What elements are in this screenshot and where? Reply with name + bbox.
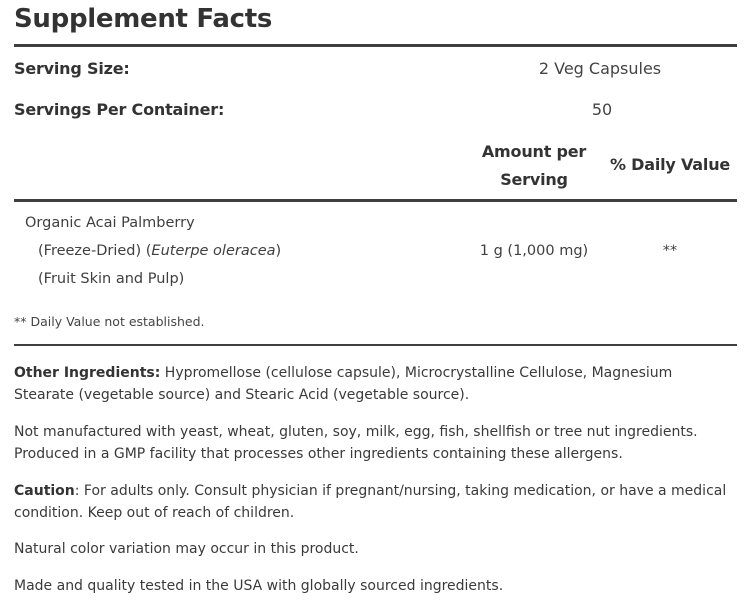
header-divider bbox=[14, 199, 737, 202]
servings-per-container-label: Servings Per Container: bbox=[14, 100, 225, 119]
color-variation-note: Natural color variation may occur in this product. bbox=[14, 541, 359, 557]
servings-per-container-value: 50 bbox=[591, 100, 613, 119]
serving-size-value: 2 Veg Capsules bbox=[538, 59, 662, 78]
page-title: Supplement Facts bbox=[14, 4, 273, 34]
serving-size-label: Serving Size: bbox=[14, 59, 130, 78]
amount-header-line1: Amount per bbox=[481, 142, 587, 161]
ingredient-form: (Freeze-Dried) ( bbox=[38, 243, 152, 259]
other-ingredients-label: Other Ingredients: bbox=[14, 365, 161, 381]
daily-value-header: % Daily Value bbox=[609, 155, 731, 174]
other-ingredients-text: Hypromellose (cellulose capsule), Microcrystalline Cellulose, Magnesium Stearate (vegetable source) and Stearic Acid (vegetable source). bbox=[14, 365, 673, 403]
caution-label: Caution bbox=[14, 483, 75, 499]
ingredient-daily-value: ** bbox=[662, 243, 678, 259]
ingredient-botanical-name: Euterpe oleracea bbox=[151, 243, 276, 259]
ingredient-form-close: ) bbox=[275, 243, 282, 259]
amount-header-line2: Serving bbox=[500, 170, 568, 189]
amount-per-serving-header bbox=[470, 138, 598, 194]
allergen-statement: Not manufactured with yeast, wheat, gluten, soy, milk, egg, fish, shellfish or tree nut ingredients. Produced in a GMP facility that processes other ingredients containing these allergens. bbox=[14, 424, 698, 462]
ingredient-name-line3: (Fruit Skin and Pulp) bbox=[38, 271, 185, 287]
daily-value-footnote: ** Daily Value not established. bbox=[14, 314, 205, 329]
caution-text: : For adults only. Consult physician if pregnant/nursing, taking medication, or have a medical condition. Keep out of reach of children. bbox=[14, 483, 727, 521]
other-ingredients bbox=[14, 362, 734, 406]
bottom-divider bbox=[14, 344, 737, 346]
caution-statement bbox=[14, 480, 734, 524]
ingredient-amount: 1 g (1,000 mg) bbox=[479, 243, 589, 259]
top-divider bbox=[14, 44, 737, 47]
ingredient-name-line2 bbox=[38, 243, 281, 259]
origin-note: Made and quality tested in the USA with globally sourced ingredients. bbox=[14, 578, 504, 594]
ingredient-name-line1: Organic Acai Palmberry bbox=[25, 215, 195, 231]
